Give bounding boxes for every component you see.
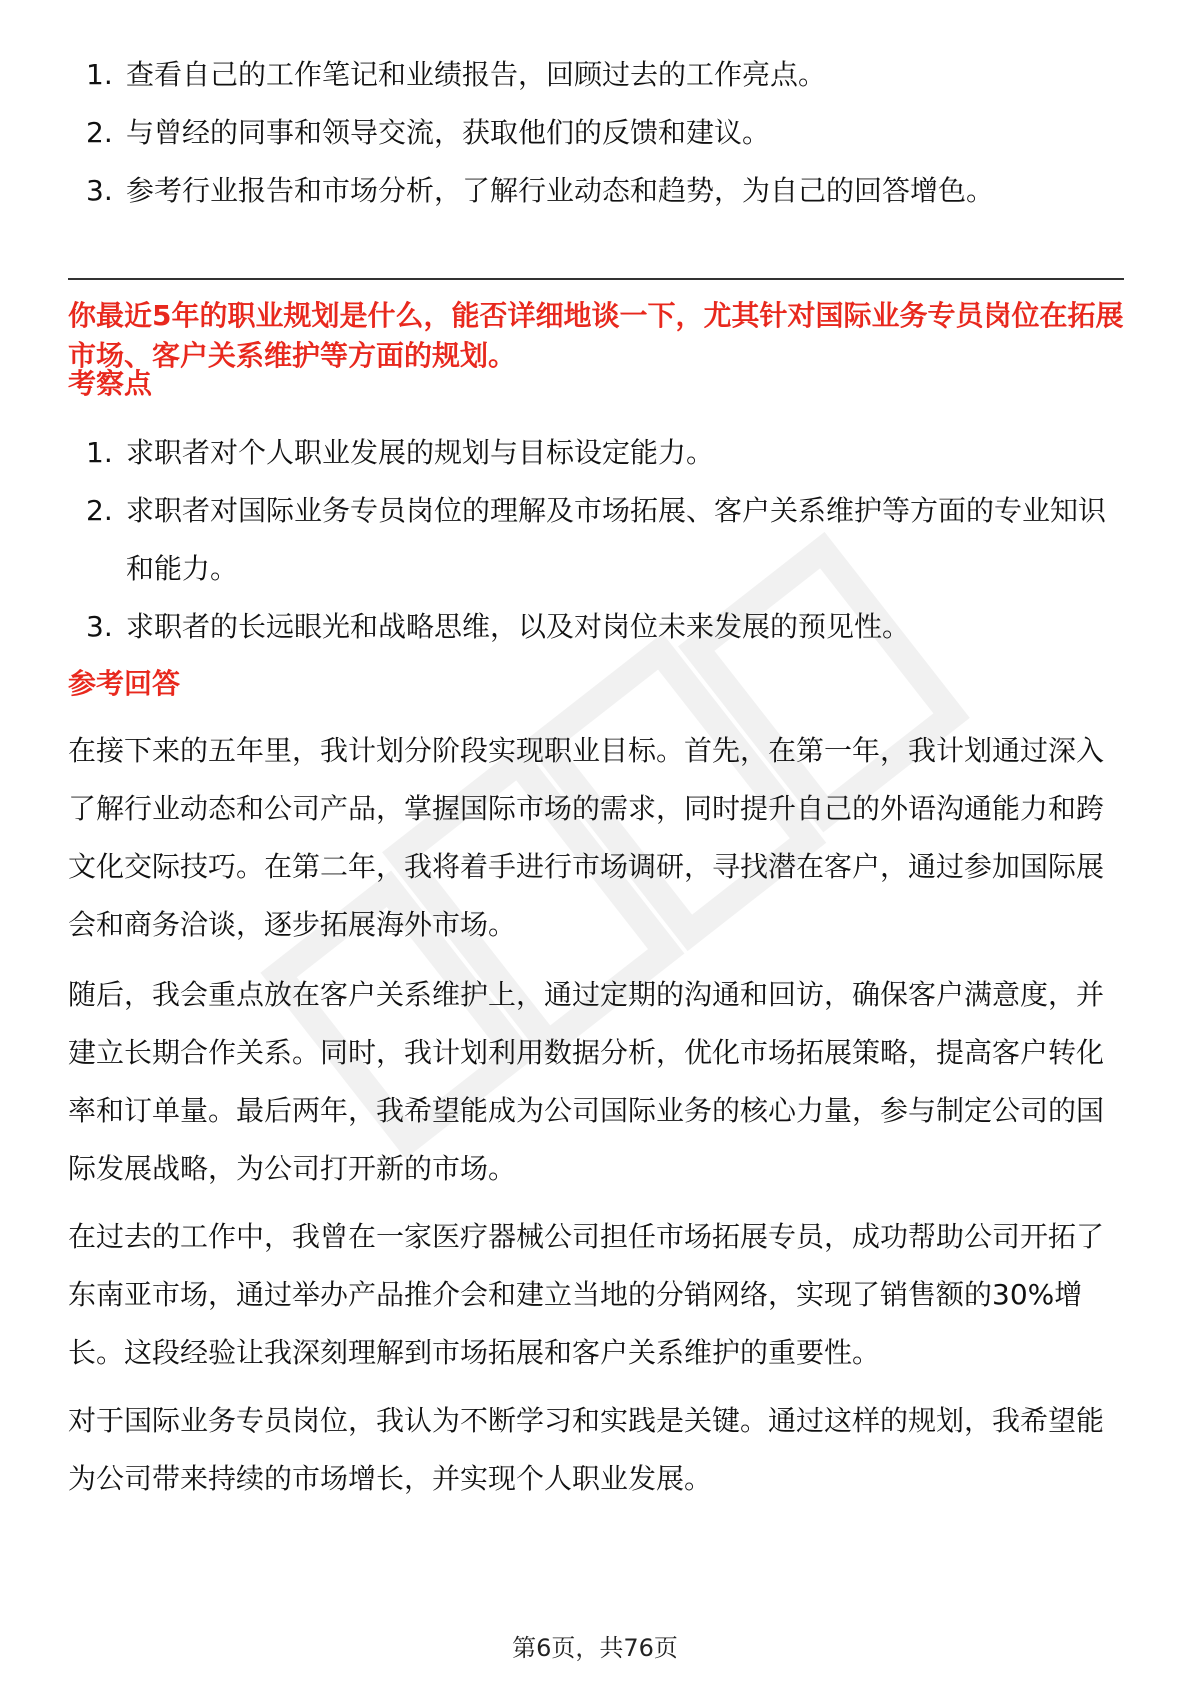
answer-paragraph: 在过去的工作中，我曾在一家医疗器械公司担任市场拓展专员，成功帮助公司开拓了东南亚市场，通过举办产品推介会和建立当地的分销网络，实现了销售额的30%增长。这段经验让我深刻理解到市场拓展和客户关系维护的重要性。 [68,1220,1105,1369]
list-item: 1. 查看自己的工作笔记和业绩报告，回顾过去的工作亮点。 [86,58,827,91]
page-number: 第6页，共76页 [512,1634,678,1662]
list-item: 2. 与曾经的同事和领导交流，获取他们的反馈和建议。 [86,116,771,149]
answer-paragraph: 随后，我会重点放在客户关系维护上，通过定期的沟通和回访，确保客户满意度，并建立长期合作关系。同时，我计划利用数据分析，优化市场拓展策略，提高客户转化率和订单量。最后两年，我希望能成为公司国际业务的核心力量，参与制定公司的国际发展战略，为公司打开新的市场。 [68,978,1105,1185]
answer-paragraph: 在接下来的五年里，我计划分阶段实现职业目标。首先，在第一年，我计划通过深入了解行业动态和公司产品，掌握国际市场的需求，同时提升自己的外语沟通能力和跨文化交际技巧。在第二年，我将着手进行市场调研，寻找潜在客户，通过参加国际展会和商务洽谈，逐步拓展海外市场。 [68,734,1105,941]
answer-paragraph: 对于国际业务专员岗位，我认为不断学习和实践是关键。通过这样的规划，我希望能为公司带来持续的市场增长，并实现个人职业发展。 [68,1404,1105,1495]
list-item: 3. 参考行业报告和市场分析，了解行业动态和趋势，为自己的回答增色。 [86,174,995,207]
question-heading: 你最近5年的职业规划是什么，能否详细地谈一下，尤其针对国际业务专员岗位在拓展市场、客户关系维护等方面的规划。 [68,299,1124,372]
list-item: 3. 求职者的长远眼光和战略思维，以及对岗位未来发展的预见性。 [86,610,911,643]
reference-answer-title: 参考回答 [68,667,181,700]
exam-points-title: 考察点 [68,367,153,400]
previous-tips-list [68,46,1118,220]
list-item: 2. 求职者对国际业务专员岗位的理解及市场拓展、客户关系维护等方面的专业知识和能力。 [86,494,1107,585]
exam-points-list [68,424,1118,656]
list-item: 1. 求职者对个人职业发展的规划与目标设定能力。 [86,436,715,469]
section-divider [68,278,1124,280]
